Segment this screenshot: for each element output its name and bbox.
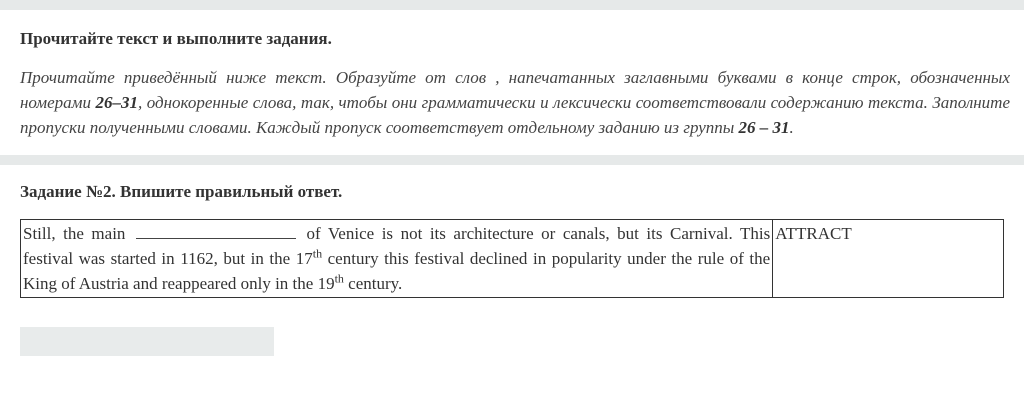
top-divider [0,0,1024,10]
section-divider [0,155,1024,165]
instructions-section [20,10,1010,140]
task-title: Задание №2. Впишите правильный ответ. [20,182,343,201]
task-text-part2: of Venice is not its architecture or canals, but its Carnival. This festival was started in 1162, but in the 17 [23,224,771,268]
range-label-1: 26–31 [95,93,138,112]
instructions-part2: , однокоренные слова, так, чтобы они грамматически и лексически соответствовали содержанию текста. Заполните пропуски полученными словами. Каждый пропуск соответствует отдельному заданию из группы [20,93,1010,137]
keyword-cell: ATTRACT [773,220,1004,298]
answer-input[interactable] [20,327,274,356]
task-text-cell [21,220,773,298]
task-text-part4: century. [343,274,403,293]
range-label-2: 26 – 31 [738,118,790,137]
task-text-part1: Still, the main [23,224,126,243]
superscript-th-2: th [334,271,344,286]
instructions-text [20,65,1010,140]
section-heading: Прочитайте текст и выполните задания. [20,29,332,48]
task-table [20,219,1004,298]
instructions-part1: Прочитайте приведённый ниже текст. Образуйте от слов , напечатанных заглавными буквами в конце строк, обозначенных номерами [20,68,1010,112]
gap-blank [136,222,296,239]
task-text-part3: century this festival declined in popularity under the rule of the King of Austria and reappeared only in the 19 [23,249,771,293]
instructions-part3: . [789,118,794,137]
task-row [21,220,1004,298]
task-section [20,165,1004,293]
superscript-th-1: th [312,246,323,261]
